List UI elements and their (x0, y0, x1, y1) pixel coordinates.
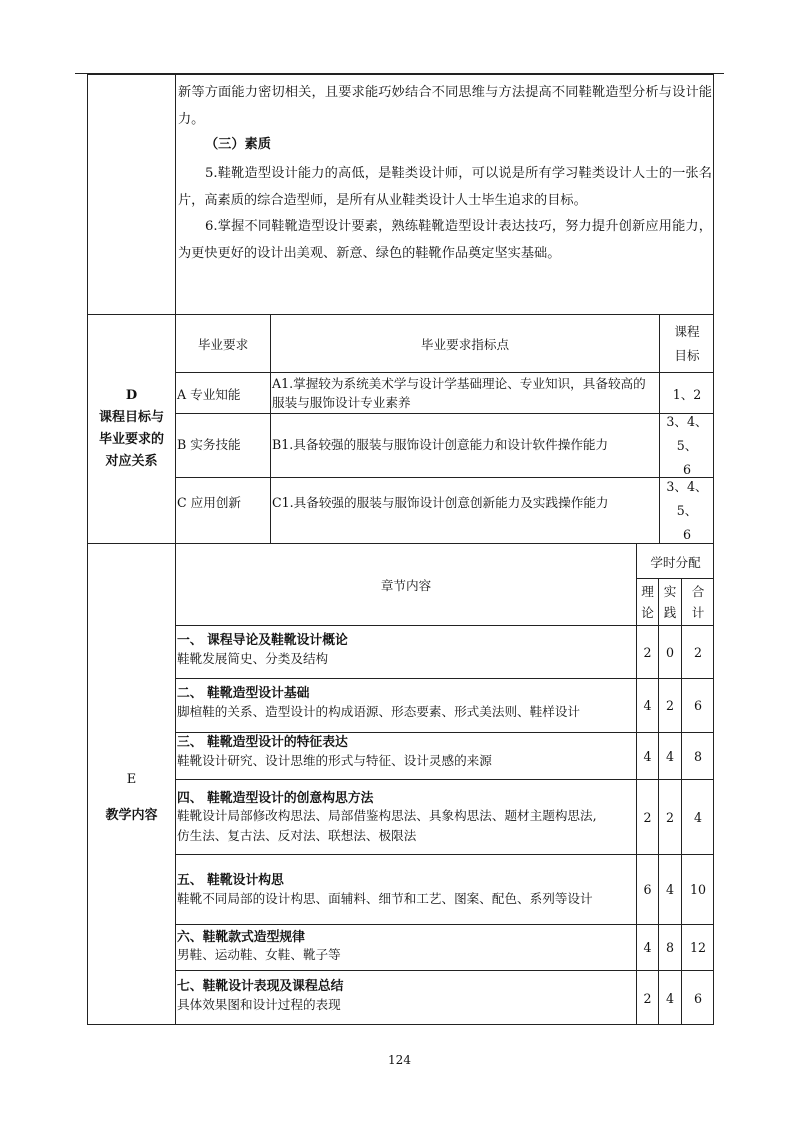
chapter-3-total: 8 (693, 748, 702, 764)
section-d-label (88, 385, 175, 473)
indicator-row-a: A1.掌握较为系统美术学与设计学基础理论、专业知识，具备较高的服装与服饰设计专业素养 (272, 376, 646, 410)
chapter-rule-6 (175, 970, 714, 971)
chapter-4-theory: 2 (643, 809, 652, 825)
chapter-1-title: 一、 课程导论及鞋靴设计概论 (177, 633, 348, 648)
chapter-2-title: 二、 鞋靴造型设计基础 (177, 686, 310, 701)
paragraph-quality-5: 5.鞋靴造型设计能力的高低，是鞋类设计师，可以说是所有学习鞋类设计人士的一张名片，高素质的综合造型师，是所有从业鞋类设计人士毕生追求的目标。 (178, 166, 712, 208)
goal-row-c-line2: 6 (682, 526, 691, 542)
chapter-4-practice: 2 (665, 809, 674, 825)
goal-row-c-line1: 3、4、5、 (666, 478, 708, 518)
chapter-7-desc: 具体效果图和设计过程的表现 (177, 997, 341, 1012)
goal-row-a: 1、2 (672, 386, 702, 402)
page-number: 124 (388, 1053, 411, 1067)
indicator-row-b: B1.具备较强的服装与服饰设计创意能力和设计软件操作能力 (272, 437, 609, 452)
chapter-rule-1 (175, 678, 714, 679)
chapter-5-desc: 鞋靴不同局部的设计构思、面辅料、细节和工艺、图案、配色、系列等设计 (177, 891, 593, 906)
header-total-2: 计 (691, 605, 705, 620)
req-row-b: B 实务技能 (177, 437, 241, 452)
chapter-3-title: 三、 鞋靴造型设计的特征表达 (177, 735, 348, 750)
chapter-3-practice: 4 (665, 748, 674, 764)
header-graduation-req: 毕业要求 (197, 337, 249, 352)
section-e-header-rule (175, 625, 714, 626)
header-course-goal-line1: 课程 (674, 323, 700, 339)
chapter-2-theory: 4 (643, 698, 652, 713)
chapter-1-desc: 鞋靴发展简史、分类及结构 (177, 651, 329, 666)
header-practice-2: 践 (663, 605, 677, 620)
chapter-5-title: 五、 鞋靴设计构思 (177, 873, 284, 888)
chapter-7-practice: 4 (665, 990, 674, 1006)
chapter-5-practice: 4 (665, 882, 674, 897)
top-section-divider (175, 74, 176, 315)
req-row-c: C 应用创新 (177, 495, 242, 510)
chapter-4-total: 4 (693, 809, 702, 825)
goal-row-b-line2: 6 (682, 461, 691, 477)
section-d-label-line2: 毕业要求的 (98, 432, 164, 447)
indicator-row-c: C1.具备较强的服装与服饰设计创意创新能力及实践操作能力 (272, 495, 609, 510)
header-practice-1: 实 (663, 584, 677, 599)
chapter-1-practice: 0 (665, 644, 674, 660)
chapter-rule-4 (175, 854, 714, 855)
section-e-letter: E (126, 772, 137, 787)
chapter-rule-2 (175, 732, 714, 733)
chapter-4-desc-line2: 仿生法、复古法、反对法、联想法、极限法 (177, 828, 417, 843)
chapter-6-total: 12 (689, 940, 707, 955)
chapter-7-total: 6 (693, 990, 702, 1006)
goal-row-b-line1: 3、4、5、 (666, 413, 708, 453)
chapter-3-theory: 4 (643, 748, 652, 764)
chapter-4-title: 四、 鞋靴造型设计的创意构思方法 (177, 791, 374, 806)
header-theory (637, 579, 658, 625)
header-total (682, 579, 714, 625)
subheading-quality: （三）素质 (205, 137, 271, 152)
chapter-7-theory: 2 (643, 990, 652, 1006)
header-total-1: 合 (691, 584, 705, 599)
section-e-label-text: 教学内容 (105, 808, 158, 823)
header-course-goal (660, 315, 714, 372)
chapter-3-desc: 鞋靴设计研究、设计思维的形式与特征、设计灵感的来源 (177, 753, 492, 768)
header-chapter-content: 章节内容 (380, 578, 432, 593)
header-hours: 学时分配 (650, 554, 701, 570)
paragraph-quality-6: 6.掌握不同鞋靴造型设计要素，熟练鞋靴造型设计表达技巧，努力提升创新应用能力，为更快更好的设计出美观、新意、绿色的鞋靴作品奠定坚实基础。 (178, 219, 712, 261)
chapter-6-practice: 8 (665, 940, 674, 955)
chapter-1-total: 2 (693, 644, 702, 660)
chapter-rule-3 (175, 779, 714, 780)
chapter-6-title: 六、鞋靴款式造型规律 (177, 930, 305, 945)
chapter-6-desc: 男鞋、运动鞋、女鞋、靴子等 (177, 947, 341, 962)
section-d-label-line1: 课程目标与 (98, 410, 164, 425)
section-d-letter: D (125, 388, 138, 403)
chapter-5-theory: 6 (643, 882, 652, 897)
chapter-2-total: 6 (693, 698, 702, 713)
header-course-goal-line2: 目标 (674, 347, 700, 363)
goal-row-c (660, 478, 714, 543)
chapter-6-theory: 4 (643, 940, 652, 955)
header-practice (659, 579, 681, 625)
chapter-5-total: 10 (689, 882, 707, 897)
chapter-4-desc-line1: 鞋靴设计局部修改构思法、局部借鉴构思法、具象构思法、题材主题构思法, (177, 808, 597, 823)
header-theory-1: 理 (641, 584, 654, 599)
section-e-label (88, 762, 175, 834)
header-theory-2: 论 (641, 605, 654, 620)
header-indicator: 毕业要求指标点 (420, 337, 510, 352)
chapter-rule-5 (175, 924, 714, 925)
chapter-2-practice: 2 (665, 698, 674, 713)
section-d-label-line3: 对应关系 (105, 454, 158, 469)
req-row-a: A 专业知能 (177, 386, 241, 402)
chapter-2-desc: 脚楦鞋的关系、造型设计的构成语源、形态要素、形式美法则、鞋样设计 (177, 704, 580, 719)
goal-row-b (660, 414, 714, 477)
paragraph-abilities: 新等方面能力密切相关，且要求能巧妙结合不同思维与方法提高不同鞋靴造型分析与设计能力。 (178, 85, 712, 127)
chapter-1-theory: 2 (643, 644, 652, 660)
chapter-7-title: 七、鞋靴设计表现及课程总结 (177, 979, 344, 994)
